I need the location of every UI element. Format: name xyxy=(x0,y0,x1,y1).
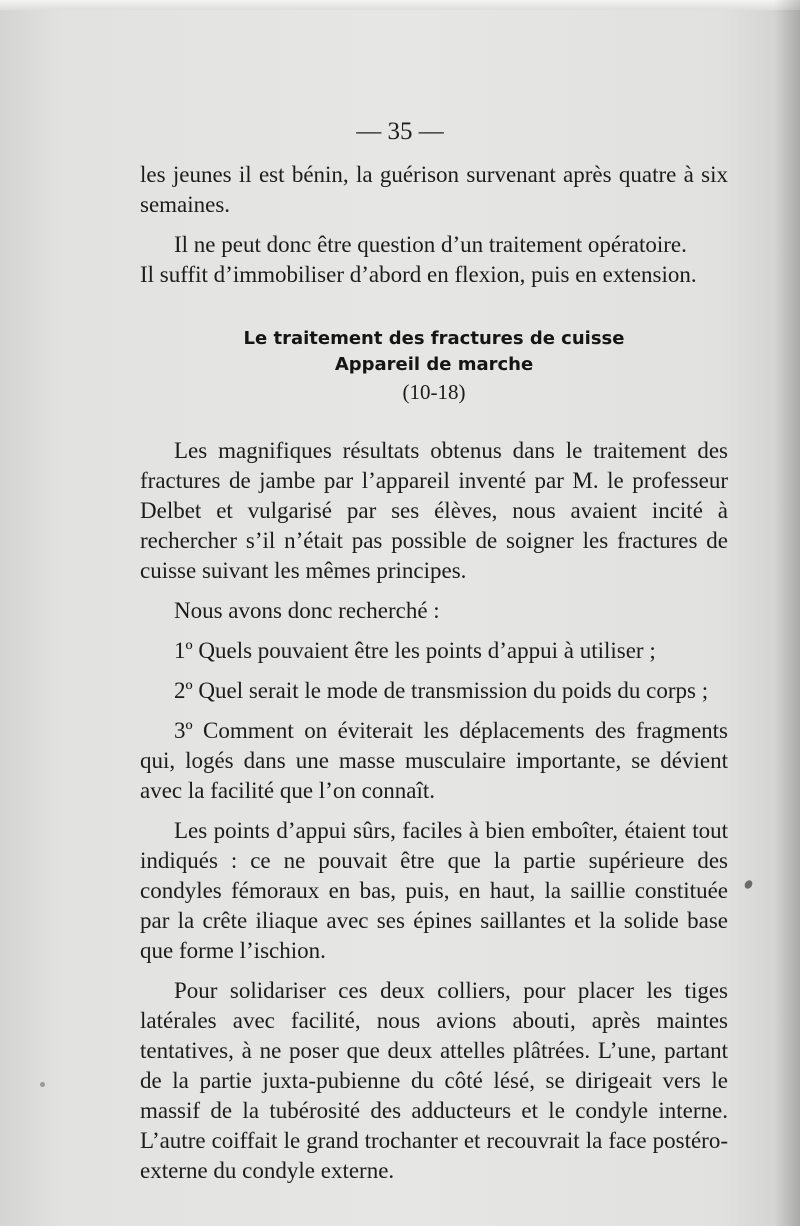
section-subheading: Appareil de marche xyxy=(334,354,534,375)
ink-speck xyxy=(743,879,754,890)
list-item: 2º Quel serait le mode de transmission du poids du corps ; xyxy=(174,678,709,703)
paragraph: Nous avons donc recherché : xyxy=(174,598,440,623)
list-item: 1º Quels pouvaient être les points d’appui à utiliser ; xyxy=(174,638,656,663)
list-item: 3º Comment on éviterait les déplacements des fragments qui, logés dans une masse musculaire importante, se dévient avec la facilité que l’on connaît. xyxy=(140,718,728,803)
body-text xyxy=(140,160,728,1196)
paragraph-continuation: les jeunes il est bénin, la guérison survenant après quatre à six semaines. xyxy=(140,162,728,217)
paragraph-line: Il suffit d’immobiliser d’abord en flexion, puis en extension. xyxy=(140,262,697,287)
paragraph: Les magnifiques résultats obtenus dans le traitement des fractures de jambe par l’appareil inventé par M. le professeur Delbet et vulgarisé par ses élèves, nous avaient incité à rechercher s’il n’était pas possible de soigner les fractures de cuisse suivant les mêmes principes. xyxy=(140,438,728,583)
section-reference: (10-18) xyxy=(402,380,466,404)
ink-speck xyxy=(40,1082,45,1087)
page-right-shadow xyxy=(774,0,800,1226)
paragraph-line: Il ne peut donc être question d’un traitement opératoire. xyxy=(174,232,687,257)
paragraph: Les points d’appui sûrs, faciles à bien emboîter, étaient tout indiqués : ce ne pouvait être que la partie supérieure des condyles fémoraux en bas, puis, en haut, la saillie constituée par la crête iliaque avec ses épines saillantes et la solide base que forme l’ischion. xyxy=(140,818,728,963)
page-number: — 35 — xyxy=(356,118,444,145)
section-heading: Le traitement des fractures de cuisse xyxy=(243,328,625,349)
paragraph: Pour solidariser ces deux colliers, pour placer les tiges latérales avec facilité, nous avions abouti, après maintes tentatives, à ne poser que deux attelles plâtrées. L’une, partant de la partie juxta-pubienne du côté lésé, se dirigeait vers le massif de la tubérosité des adducteurs et le condyle interne. L’autre coiffait le grand trochanter et recouvrait la face postéro-externe du condyle externe. xyxy=(140,978,728,1183)
page-top-edge xyxy=(0,0,800,10)
